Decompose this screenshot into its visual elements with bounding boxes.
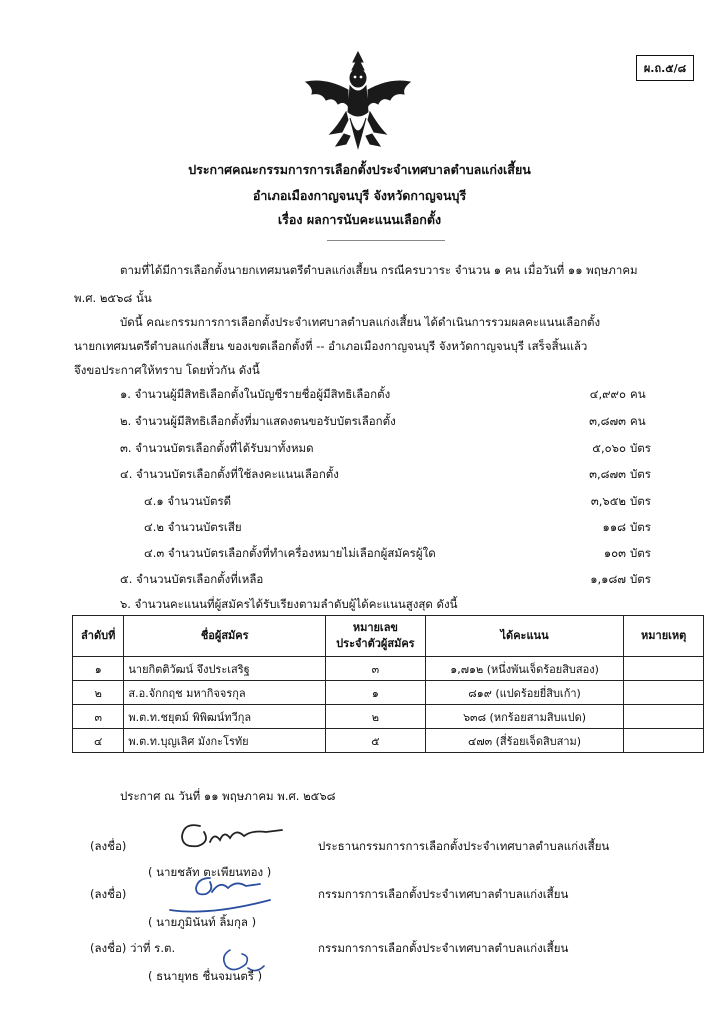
item-1-value: ๔,๙๙๐ (589, 387, 626, 401)
cell-name: นายกิตติวัฒน์ จึงประเสริฐ (124, 657, 326, 681)
signature-3-role: กรรมการการเลือกตั้งประจำเทศบาลตำบลแก่งเสี้ยน (318, 941, 569, 955)
signature-2-role: กรรมการการเลือกตั้งประจำเทศบาลตำบลแก่งเสี้ยน (318, 887, 569, 901)
item-5-label: ๕. จำนวนบัตรเลือกตั้งที่เหลือ (120, 572, 264, 586)
intro-paragraph-2-line-3: จึงขอประกาศให้ทราบ โดยทั่วกัน ดังนี้ (74, 363, 260, 377)
cell-number: ๕ (326, 729, 426, 753)
cell-note (624, 681, 704, 705)
cell-rank: ๒ (73, 681, 124, 705)
signature-3-prefix: (ลงชื่อ) ว่าที่ ร.ต. (90, 941, 176, 955)
cell-note (624, 705, 704, 729)
cell-name: พ.ต.ท.บุญเลิศ มังกะโรทัย (124, 729, 326, 753)
cell-score: ๘๑๙ (แปดร้อยยี่สิบเก้า) (425, 681, 624, 705)
header-number (326, 616, 426, 657)
item-3-value: ๕,๐๖๐ (592, 441, 626, 455)
item-4-2-value: ๑๑๘ (602, 520, 626, 534)
table-row (73, 681, 704, 705)
item-2-value: ๓,๘๗๓ (589, 414, 626, 428)
table-row (73, 705, 704, 729)
title-divider (327, 240, 445, 241)
item-4-unit: บัตร (630, 467, 651, 481)
signature-1-role: ประธานกรรมการการเลือกตั้งประจำเทศบาลตำบลแก่งเสี้ยน (318, 839, 610, 853)
item-1-label: ๑. จำนวนผู้มีสิทธิเลือกตั้งในบัญชีรายชื่อผู้มีสิทธิเลือกตั้ง (120, 387, 391, 401)
cell-name: ส.อ.จักกฤช มหากิจจรกุล (124, 681, 326, 705)
announcement-date: ประกาศ ณ วันที่ ๑๑ พฤษภาคม พ.ศ. ๒๕๖๘ (120, 789, 336, 803)
cell-rank: ๔ (73, 729, 124, 753)
item-4-2-label: ๔.๒ จำนวนบัตรเสีย (144, 520, 242, 534)
cell-score: ๖๓๘ (หกร้อยสามสิบแปด) (425, 705, 624, 729)
item-1-unit: คน (630, 387, 646, 401)
cell-number: ๒ (326, 705, 426, 729)
cell-number: ๓ (326, 657, 426, 681)
table-row (73, 657, 704, 681)
form-code-box (636, 55, 694, 81)
item-2-unit: คน (630, 414, 646, 428)
signature-3-name: ( ธนายุทธ ชื่นจมนตรี ) (148, 969, 263, 983)
item-5-value: ๑,๑๘๗ (590, 572, 626, 586)
header-title-line-1: ประกาศคณะกรรมการการเลือกตั้งประจำเทศบาลตำบลแก่งเสี้ยน (188, 162, 531, 177)
signature-1-name: ( นายชลัท ตะเพียนทอง ) (148, 865, 272, 879)
cell-name: พ.ต.ท.ชยุตม์ พิพิฒน์ทวีกุล (124, 705, 326, 729)
cell-score: ๔๗๓ (สี่ร้อยเจ็ดสิบสาม) (425, 729, 624, 753)
signature-2-name: ( นายภูมินันท์ ลิ้มกุล ) (148, 915, 257, 929)
cell-rank: ๓ (73, 705, 124, 729)
header-note: หมายเหตุ (624, 616, 704, 657)
header-title-line-2: อำเภอเมืองกาญจนบุรี จังหวัดกาญจนบุรี (252, 188, 467, 203)
cell-number: ๑ (326, 681, 426, 705)
table-header-row (73, 616, 704, 657)
signature-1-prefix: (ลงชื่อ) (90, 839, 127, 853)
item-4-value: ๓,๘๗๓ (589, 467, 626, 481)
garuda-emblem-icon (300, 48, 416, 152)
item-6-label: ๖. จำนวนคะแนนที่ผู้สมัครได้รับเรียงตามลำดับผู้ได้คะแนนสูงสุด ดังนี้ (120, 597, 458, 611)
item-4-1-label: ๔.๑ จำนวนบัตรดี (144, 494, 232, 508)
item-4-1-value: ๓,๖๕๒ (590, 494, 626, 508)
item-5-unit: บัตร (630, 572, 651, 586)
header-number-line-1: หมายเลข (352, 621, 398, 634)
intro-paragraph-1-line-1: ตามที่ได้มีการเลือกตั้งนายกเทศมนตรีตำบลแก่งเสี้ยน กรณีครบวาระ จำนวน ๑ คน เมื่อวันที่ ๑๑ พฤษภาคม (120, 263, 638, 277)
table-row (73, 729, 704, 753)
item-4-3-unit: บัตร (630, 546, 651, 560)
signature-2-prefix: (ลงชื่อ) (90, 887, 127, 901)
header-rank: ลำดับที่ (73, 616, 124, 657)
cell-rank: ๑ (73, 657, 124, 681)
header-score: ได้คะแนน (425, 616, 624, 657)
signature-2-scribble-icon (150, 870, 290, 920)
intro-paragraph-1-line-2: พ.ศ. ๒๕๖๘ นั้น (74, 291, 152, 305)
cell-score: ๑,๗๑๒ (หนึ่งพันเจ็ดร้อยสิบสอง) (425, 657, 624, 681)
header-number-line-2: ประจำตัวผู้สมัคร (336, 637, 415, 650)
header-subject: เรื่อง ผลการนับคะแนนเลือกตั้ง (277, 212, 442, 227)
cell-note (624, 657, 704, 681)
item-4-3-value: ๑๐๓ (603, 546, 626, 560)
item-4-label: ๔. จำนวนบัตรเลือกตั้งที่ใช้ลงคะแนนเลือกตั้ง (120, 467, 339, 481)
item-2-label: ๒. จำนวนผู้มีสิทธิเลือกตั้งที่มาแสดงตนขอรับบัตรเลือกตั้ง (120, 414, 396, 428)
item-3-unit: บัตร (630, 441, 651, 455)
signature-1-scribble-icon (170, 812, 290, 860)
item-4-3-label: ๔.๓ จำนวนบัตรเลือกตั้งที่ทำเครื่องหมายไม่เลือกผู้สมัครผู้ใด (144, 546, 436, 560)
cell-note (624, 729, 704, 753)
candidate-results-table (72, 615, 704, 753)
item-3-label: ๓. จำนวนบัตรเลือกตั้งที่ได้รับมาทั้งหมด (120, 441, 314, 455)
item-4-2-unit: บัตร (630, 520, 651, 534)
intro-paragraph-2-line-1: บัดนี้ คณะกรรมการการเลือกตั้งประจำเทศบาลตำบลแก่งเสี้ยน ได้ดำเนินการรวมผลคะแนนเลือกตั้ง (120, 315, 601, 329)
intro-paragraph-2-line-2: นายกเทศมนตรีตำบลแก่งเสี้ยน ของเขตเลือกตั้งที่ -- อำเภอเมืองกาญจนบุรี จังหวัดกาญจนบุรี เสร็จสิ้นแล้ว (74, 339, 588, 353)
header-name: ชื่อผู้สมัคร (124, 616, 326, 657)
item-4-1-unit: บัตร (630, 494, 651, 508)
form-code: ผ.ถ.๕/๘ (643, 62, 687, 75)
